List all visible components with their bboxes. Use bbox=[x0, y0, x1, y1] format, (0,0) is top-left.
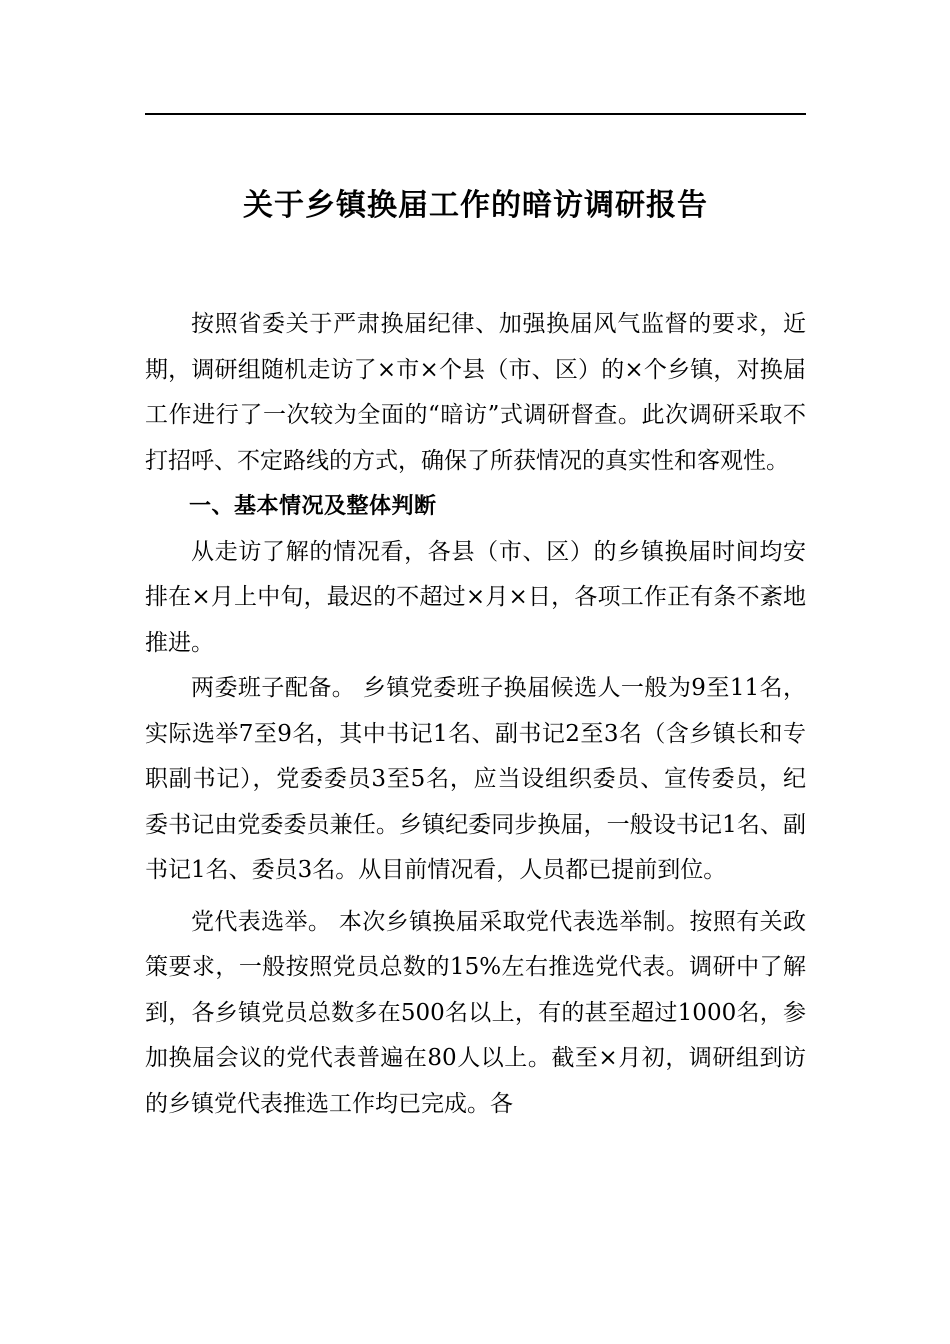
item-paragraph-delegates bbox=[145, 900, 806, 1128]
item-text-committee: 乡镇党委班子换届候选人一般为9至11名，实际选举7至9名，其中书记1名、副书记2至3名（含乡镇长和专职副书记），党委委员3至5名，应当设组织委员、宣传委员，纪委书记由党委委员兼任。乡镇纪委同步换届，一般设书记1名、副书记1名、委员3名。从目前情况看，人员都已提前到位。 bbox=[145, 675, 806, 883]
item-lead-delegates: 党代表选举。 bbox=[191, 908, 332, 935]
section-heading: 一、基本情况及整体判断 bbox=[189, 494, 437, 519]
overview-paragraph: 从走访了解的情况看，各县（市、区）的乡镇换届时间均安排在×月上中旬，最迟的不超过×月×日，各项工作正有条不紊地推进。 bbox=[145, 538, 806, 656]
item-text-delegates: 本次乡镇换届采取党代表选举制。按照有关政策要求，一般按照党员总数的15%左右推选党代表。调研中了解到，各乡镇党员总数多在500名以上，有的甚至超过1000名，参加换届会议的党代表普遍在80人以上。截至×月初，调研组到访的乡镇党代表推选工作均已完成。各 bbox=[145, 908, 807, 1117]
document-body bbox=[145, 302, 806, 1127]
intro-paragraph: 按照省委关于严肃换届纪律、加强换届风气监督的要求，近期，调研组随机走访了×市×个县（市、区）的×个乡镇，对换届工作进行了一次较为全面的“暗访”式调研督查。此次调研采取不打招呼、不定路线的方式，确保了所获情况的真实性和客观性。 bbox=[145, 311, 806, 474]
document-title: 关于乡镇换届工作的暗访调研报告 bbox=[243, 188, 708, 223]
header-rule bbox=[145, 113, 806, 115]
item-lead-committee: 两委班子配备。 bbox=[191, 675, 356, 701]
item-paragraph-committee bbox=[145, 666, 806, 894]
